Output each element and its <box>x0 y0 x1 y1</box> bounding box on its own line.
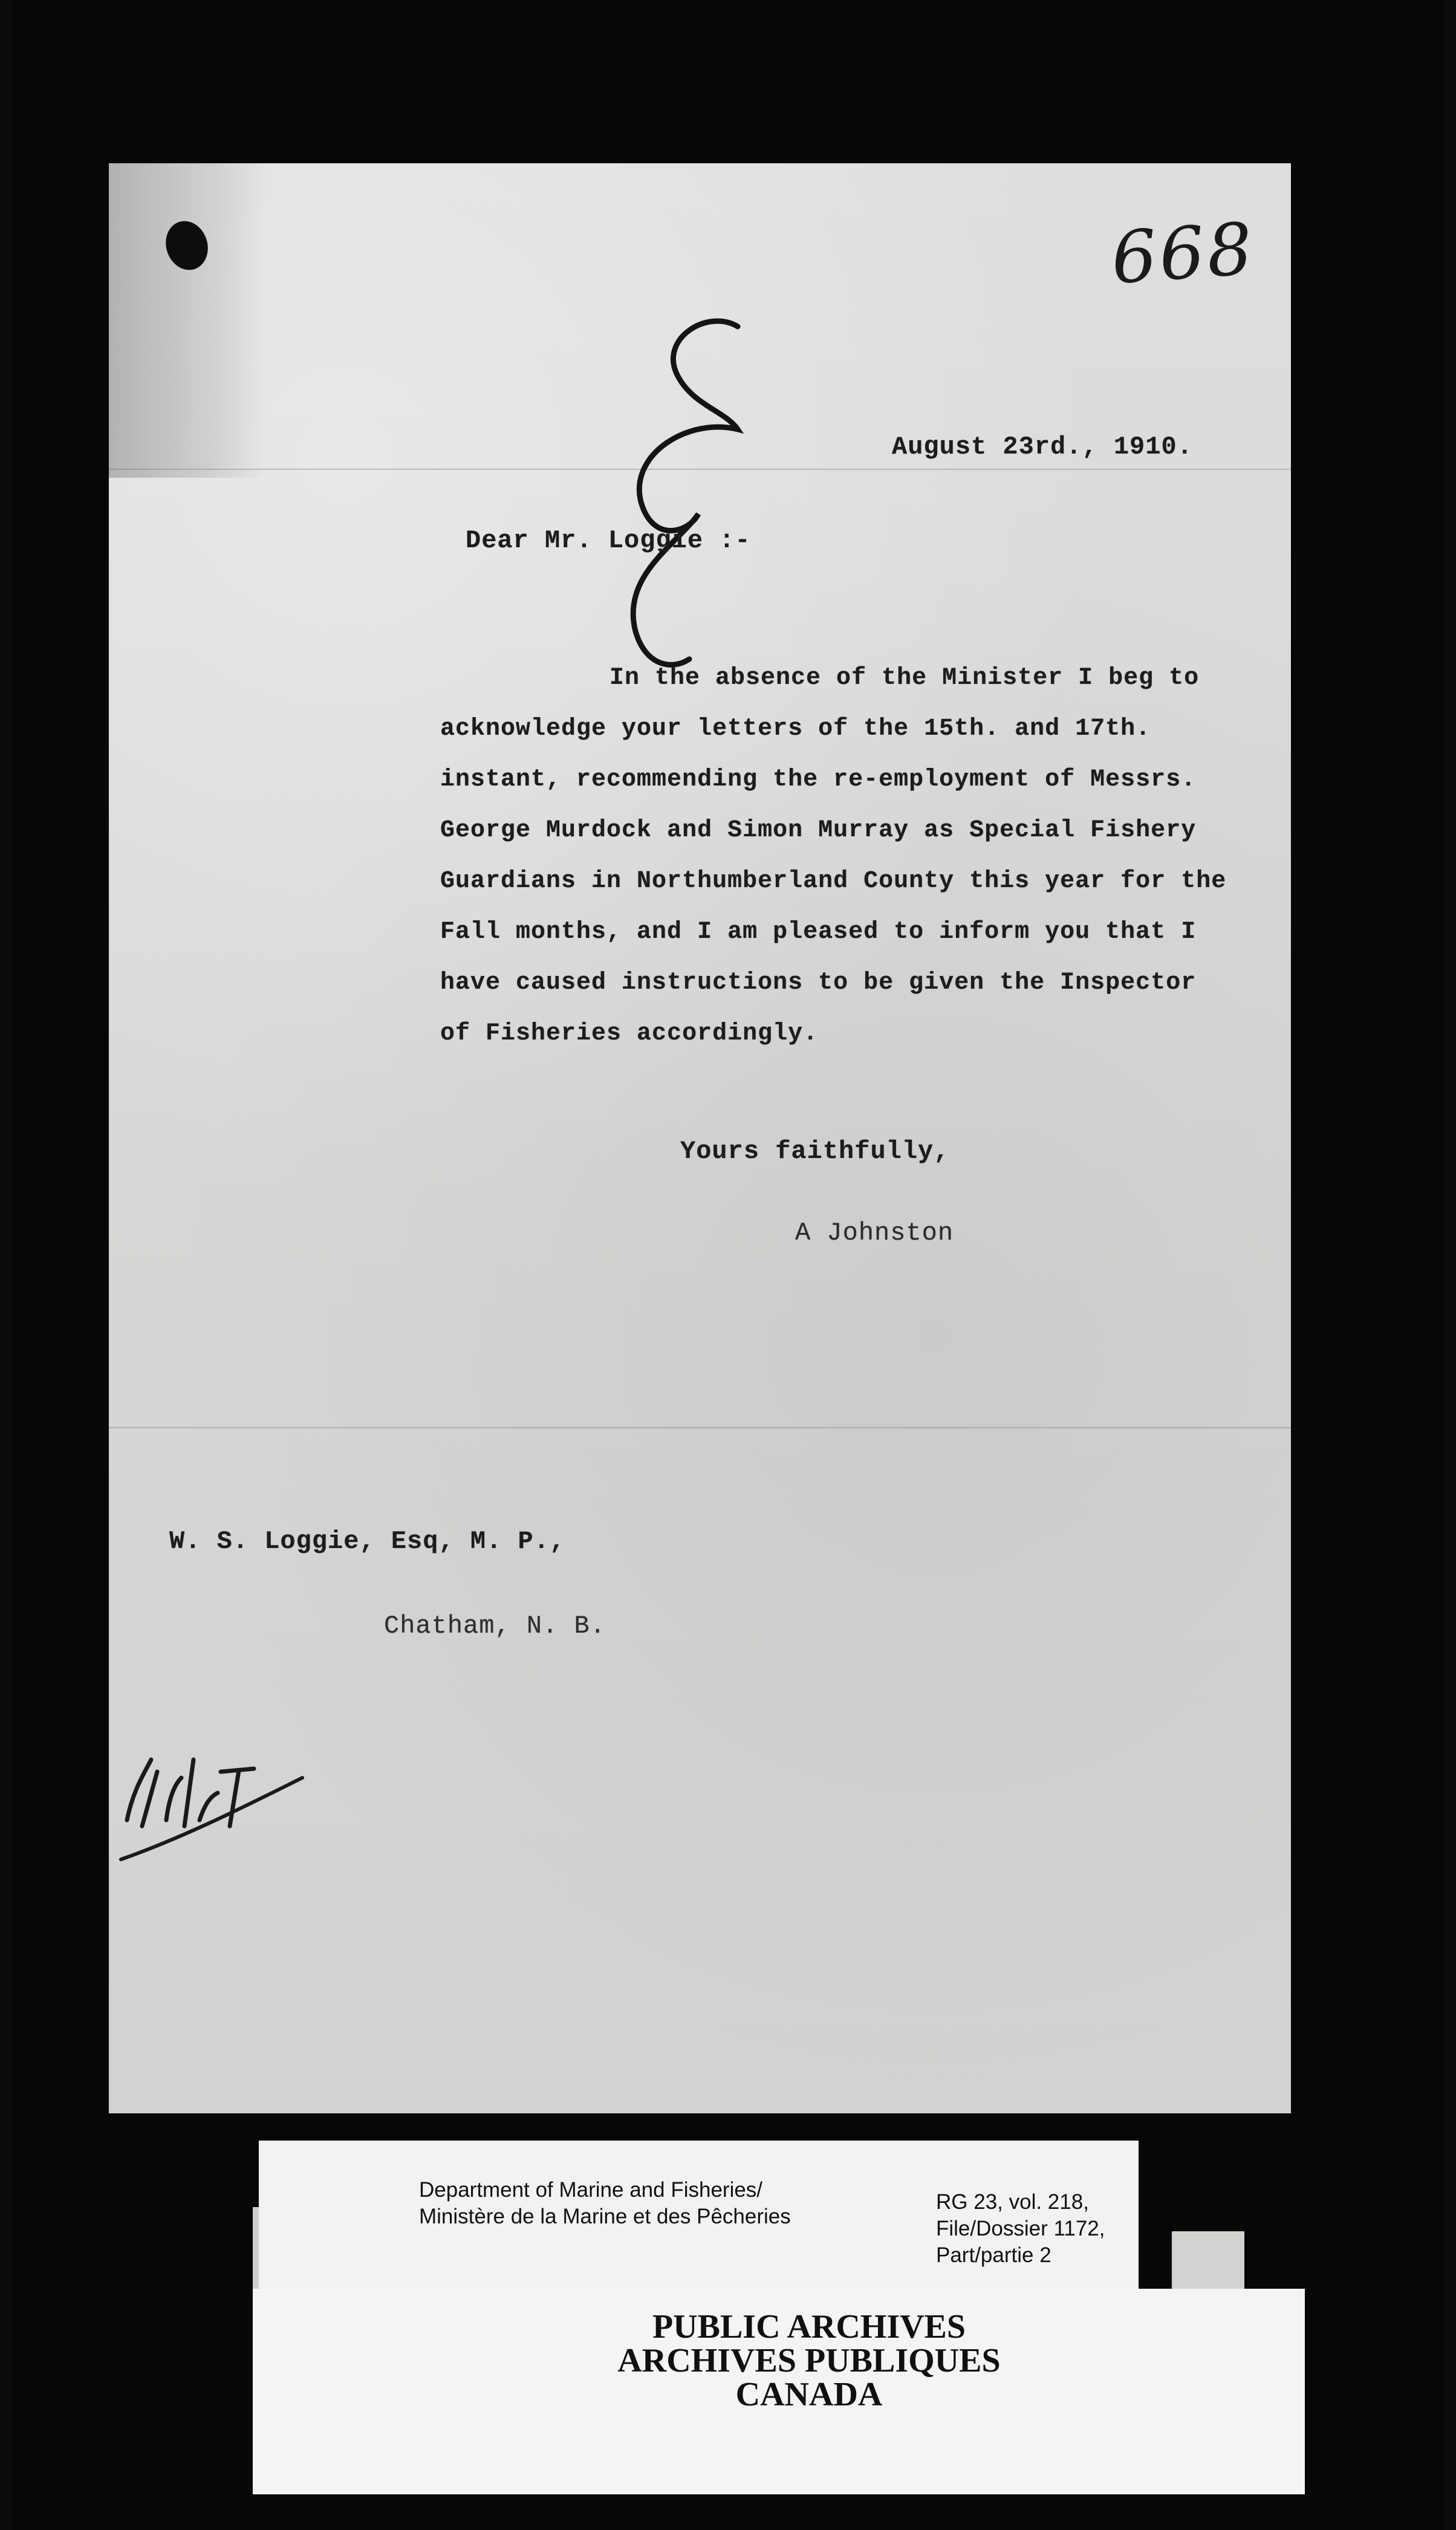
reference-line: File/Dossier 1172, <box>936 2217 1105 2240</box>
letter-body <box>440 653 1275 1059</box>
archives-line: PUBLIC ARCHIVES <box>652 2308 966 2346</box>
body-line: Fall months, and I am pleased to inform you that I <box>440 919 1197 946</box>
handwritten-initials <box>109 1735 308 1868</box>
body-line: instant, recommending the re-employment of Messrs. <box>440 766 1197 793</box>
body-line: George Murdock and Simon Murray as Special Fishery <box>440 817 1197 844</box>
body-line: of Fisheries accordingly. <box>440 1020 819 1047</box>
body-line: Guardians in Northumberland County this year for the <box>440 868 1227 895</box>
department-line: Ministère de la Marine et des Pêcheries <box>419 2205 791 2228</box>
reference-line: RG 23, vol. 218, <box>936 2190 1089 2214</box>
signature: A Johnston <box>795 1218 954 1247</box>
department-name <box>419 2177 791 2230</box>
addressee: W. S. Loggie, Esq, M. P., <box>169 1527 566 1556</box>
salutation: Dear Mr. Loggie :- <box>466 526 751 555</box>
fold-line <box>109 1427 1291 1428</box>
addressee-city: Chatham, N. B. <box>384 1611 606 1641</box>
body-line: acknowledge your letters of the 15th. and 17th. <box>440 715 1151 743</box>
body-line: have caused instructions to be given the Inspector <box>440 969 1197 997</box>
letter-page <box>109 163 1291 2113</box>
letter-date: August 23rd., 1910. <box>892 432 1193 461</box>
closing: Yours faithfully, <box>680 1137 950 1166</box>
reference-line: Part/partie 2 <box>936 2243 1051 2267</box>
body-line: In the absence of the Minister I beg to <box>609 665 1200 692</box>
film-edge-left <box>0 0 12 2530</box>
department-line: Department of Marine and Fisheries/ <box>419 2178 763 2202</box>
record-reference <box>936 2189 1105 2269</box>
folio-number: 668 <box>1108 206 1258 301</box>
archives-line: ARCHIVES PUBLIQUES <box>617 2342 1001 2379</box>
archive-label <box>259 2141 1311 2522</box>
film-edge-right <box>1444 0 1456 2530</box>
page-shadow <box>109 163 266 478</box>
archives-line: CANADA <box>735 2376 883 2413</box>
archives-title <box>579 2310 1039 2411</box>
handwritten-mark <box>587 302 804 677</box>
